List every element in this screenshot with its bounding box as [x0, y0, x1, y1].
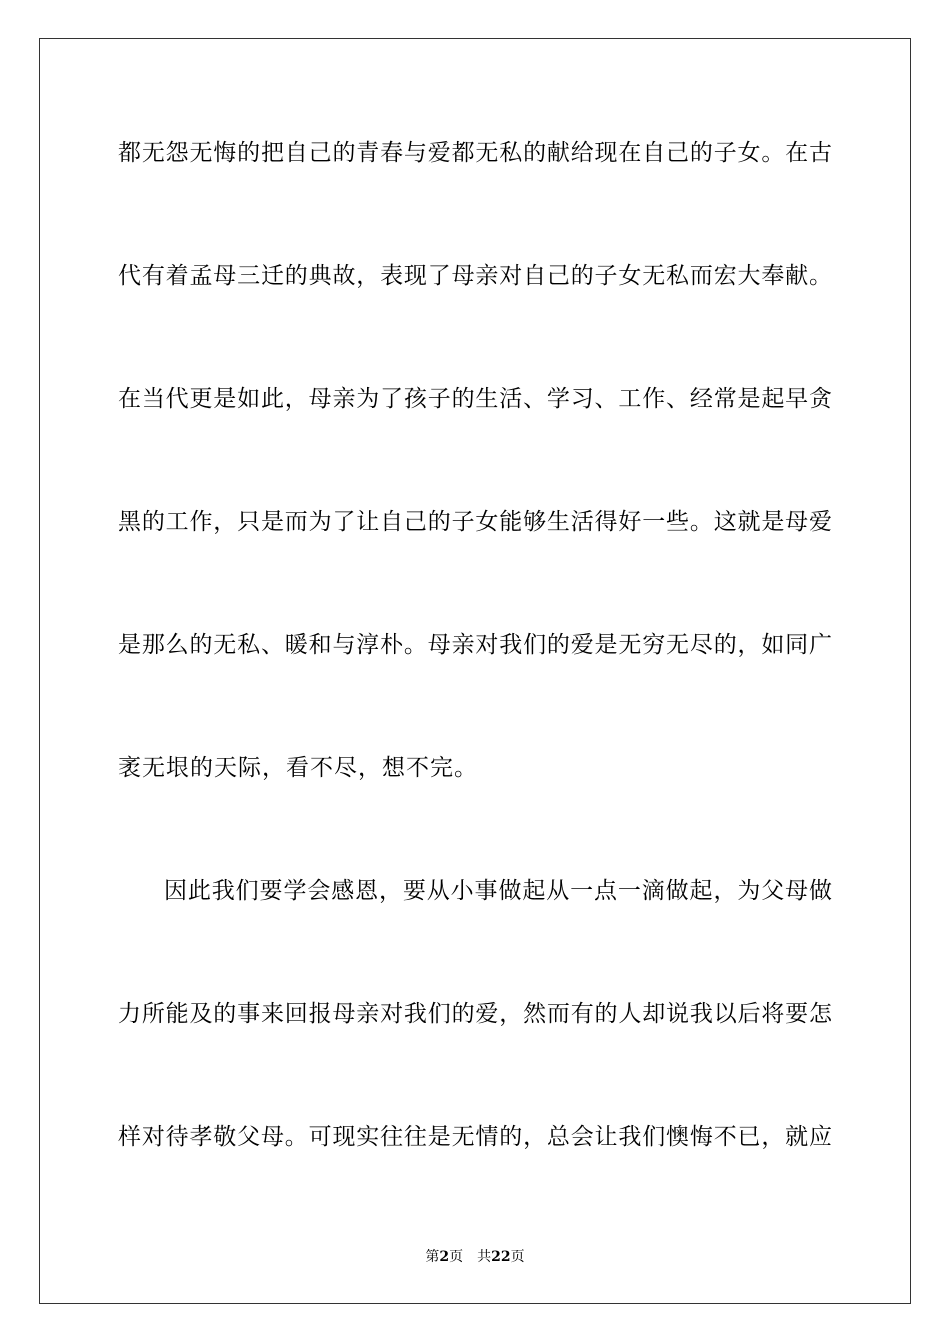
text-line-1: 都无怨无悔的把自己的青春与爱都无私的献给现在自己的子女。在古 — [118, 140, 832, 166]
footer-page-total: 22 — [491, 1249, 511, 1265]
text-line-7-paragraph-start: 因此我们要学会感恩，要从小事做起从一点一滴做起，为父母做 — [164, 878, 832, 904]
footer-total-suffix: 页 — [510, 1249, 525, 1265]
footer-total-prefix: 共 — [477, 1249, 492, 1265]
text-line-6: 袤无垠的天际，看不尽，想不完。 — [118, 755, 478, 781]
text-line-4: 黑的工作，只是而为了让自己的子女能够生活得好一些。这就是母爱 — [118, 509, 832, 535]
footer-page-prefix: 第 — [425, 1249, 440, 1265]
page-border — [39, 38, 911, 1304]
text-line-5: 是那么的无私、暖和与淳朴。母亲对我们的爱是无穷无尽的，如同广 — [118, 632, 832, 658]
text-line-3: 在当代更是如此，母亲为了孩子的生活、学习、工作、经常是起早贪 — [118, 386, 832, 412]
text-line-8: 力所能及的事来回报母亲对我们的爱，然而有的人却说我以后将要怎 — [118, 1001, 832, 1027]
text-line-9: 样对待孝敬父母。可现实往往是无情的，总会让我们懊悔不已，就应 — [118, 1124, 832, 1150]
footer-page-suffix: 页 — [449, 1249, 464, 1265]
footer-page-current: 2 — [439, 1249, 450, 1265]
page-footer — [0, 1248, 950, 1266]
text-line-2: 代有着孟母三迁的典故，表现了母亲对自己的子女无私而宏大奉献。 — [118, 263, 832, 289]
